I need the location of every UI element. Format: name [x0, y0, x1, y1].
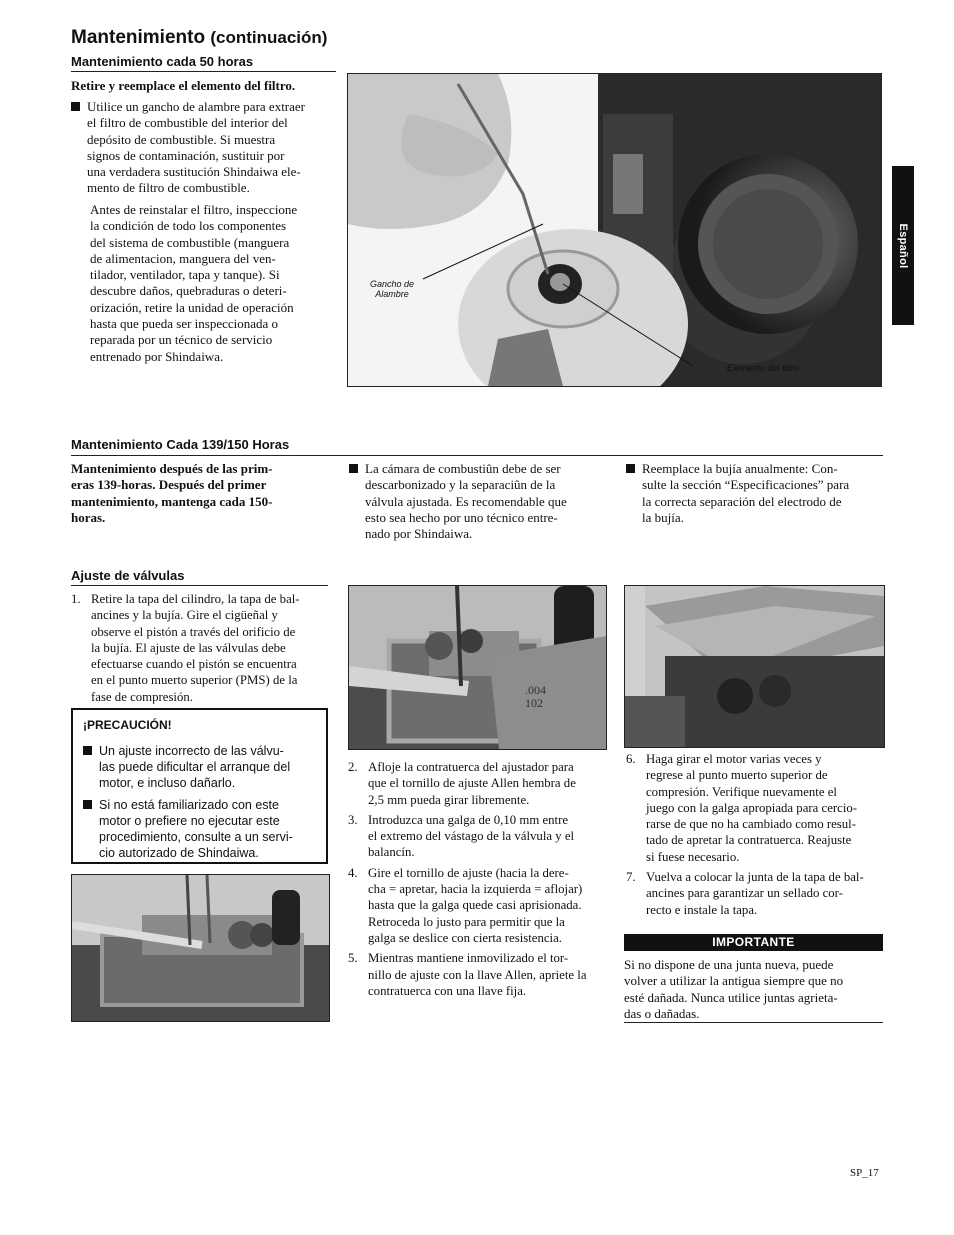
filter-element-caption: Elemento del filtro	[726, 363, 800, 373]
important-rule	[624, 1022, 883, 1023]
caution-box	[71, 708, 328, 864]
valve-steps-2-5	[348, 759, 610, 999]
valves-heading: Ajuste de válvulas	[71, 568, 185, 583]
valve-steps-6-7	[626, 751, 888, 918]
valve-step-6: 6. Haga girar el motor varias veces y regrese al punto muerto superior de compresión. Verifique nuevamente el juego con la galga apropiada para cercio- rarse de que no ha cambiado como resul- tado de apretar la contratuerca. Reajuste si fuese necesario.	[626, 752, 858, 864]
valve-step-1: 1. Retire la tapa del cilindro, la tapa de bal- ancines y la bujía. Gire el cigüeñal y observe el pistón a través del orificio de la bujía. El ajuste de las válvulas debe efectuarse cuando el pistón se encuentra en el punto muerto superior (PMS) de la fase de compresión.	[71, 592, 300, 704]
filter-bullet-text: Utilice un gancho de alambre para extraer el filtro de combustible del interior del depósito de combustible. Si muestra signos de contaminación, sustituir por una verdadera sustitución Shindaiwa ele- mento de filtro de combustible.	[87, 99, 305, 196]
gauge-label: .004 102	[525, 683, 546, 710]
feeler-gauge-photo	[348, 585, 607, 750]
caution-item-2: Si no está familiarizado con este motor o prefiere no ejecutar este procedimiento, consulte a un servi- cio autorizado de Shindaiwa.	[83, 797, 316, 862]
section-50-rule	[71, 71, 336, 72]
valve-step-2: 2. Afloje la contratuerca del ajustador para que el tornillo de ajuste Allen hembra de 2,5 mm pueda girar libremente.	[348, 760, 576, 807]
valve-step-5: 5. Mientras mantiene inmovilizado el tor- nillo de ajuste con la llave Allen, apriete la contratuerca con una llave fija.	[348, 951, 587, 998]
caution-title: ¡PRECAUCIÓN!	[83, 718, 172, 732]
allen-key-photo	[71, 874, 330, 1022]
important-text: Si no dispone de una junta nueva, puede volver a utilizar la antigua siempre que no esté dañada. Nunca utilice juntas agrieta- das o dañadas.	[624, 957, 844, 1021]
hook-caption: Gancho de Alambre	[369, 279, 415, 299]
bullet-square-icon	[83, 746, 92, 755]
bullet-square-icon	[349, 464, 358, 473]
page-title-suffix: (continuación)	[210, 28, 328, 47]
bullet-square-icon	[626, 464, 635, 473]
filter-inspection-paragraph: Antes de reinstalar el filtro, inspeccione la condición de todo los componentes del sistema de combustible (manguera de alimentacion, manguera del ven- tilador, ventilador, tapa y tanque). Si descubre daños, quebraduras o deteri- orización, retire la unidad de operación hasta que pueda ser inspeccionada o reparada por un técnico de servicio entrenado por Shindaiwa.	[90, 202, 298, 364]
spark-plug-bullet: Reemplace la bujía anualmente: Con- sulte la sección “Especificaciones” para la correcta separación del electrodo de la bujía.	[626, 461, 886, 526]
filter-bullet	[71, 99, 336, 197]
page-title	[71, 27, 327, 49]
filter-subheading: Retire y reemplace el elemento del filtro.	[71, 78, 296, 93]
section-50-heading: Mantenimiento cada 50 horas	[71, 54, 254, 69]
important-title: IMPORTANTE	[624, 934, 883, 951]
rocker-cover-photo	[624, 585, 885, 748]
bullet-square-icon	[83, 800, 92, 809]
language-side-tab	[892, 166, 914, 325]
fuel-filter-photo	[347, 73, 882, 387]
page-title-main: Mantenimiento	[71, 27, 206, 48]
valve-step-4: 4. Gire el tornillo de ajuste (hacia la dere- cha = apretar, hacia la izquierda = aflojar) hasta que la galga quede casi aprisionada. Retroceda lo justo para permitir que la galga se deslice con cierta resistencia.	[348, 865, 583, 945]
language-label: Español	[897, 223, 909, 268]
section-139-rule	[71, 455, 883, 456]
valve-step-3: 3. Introduzca una galga de 0,10 mm entre el extremo del vástago de la válvula y el balancín.	[348, 812, 575, 860]
caution-item-1: Un ajuste incorrecto de las válvu- las puede dificultar el arranque del motor, e incluso dañarlo.	[83, 743, 316, 792]
section-139-heading: Mantenimiento Cada 139/150 Horas	[71, 437, 290, 452]
page-number: SP_17	[850, 1167, 879, 1179]
valves-rule	[71, 585, 328, 586]
section-139-intro: Mantenimiento después de las prim- eras 139-horas. Después del primer mantenimiento, mantenga cada 150- horas.	[71, 461, 273, 525]
decarbon-bullet: La cámara de combustiûn debe de ser descarbonizado y la separaciûn de la válvula ajustada. Es recomendable que esto sea hecho por uno técnico entre- nado por Shindaiwa.	[349, 461, 611, 542]
bullet-square-icon	[71, 102, 80, 111]
valve-step-7: 7. Vuelva a colocar la junta de la tapa de bal- ancines para garantizar un sellado cor- recto e instale la tapa.	[626, 870, 864, 917]
